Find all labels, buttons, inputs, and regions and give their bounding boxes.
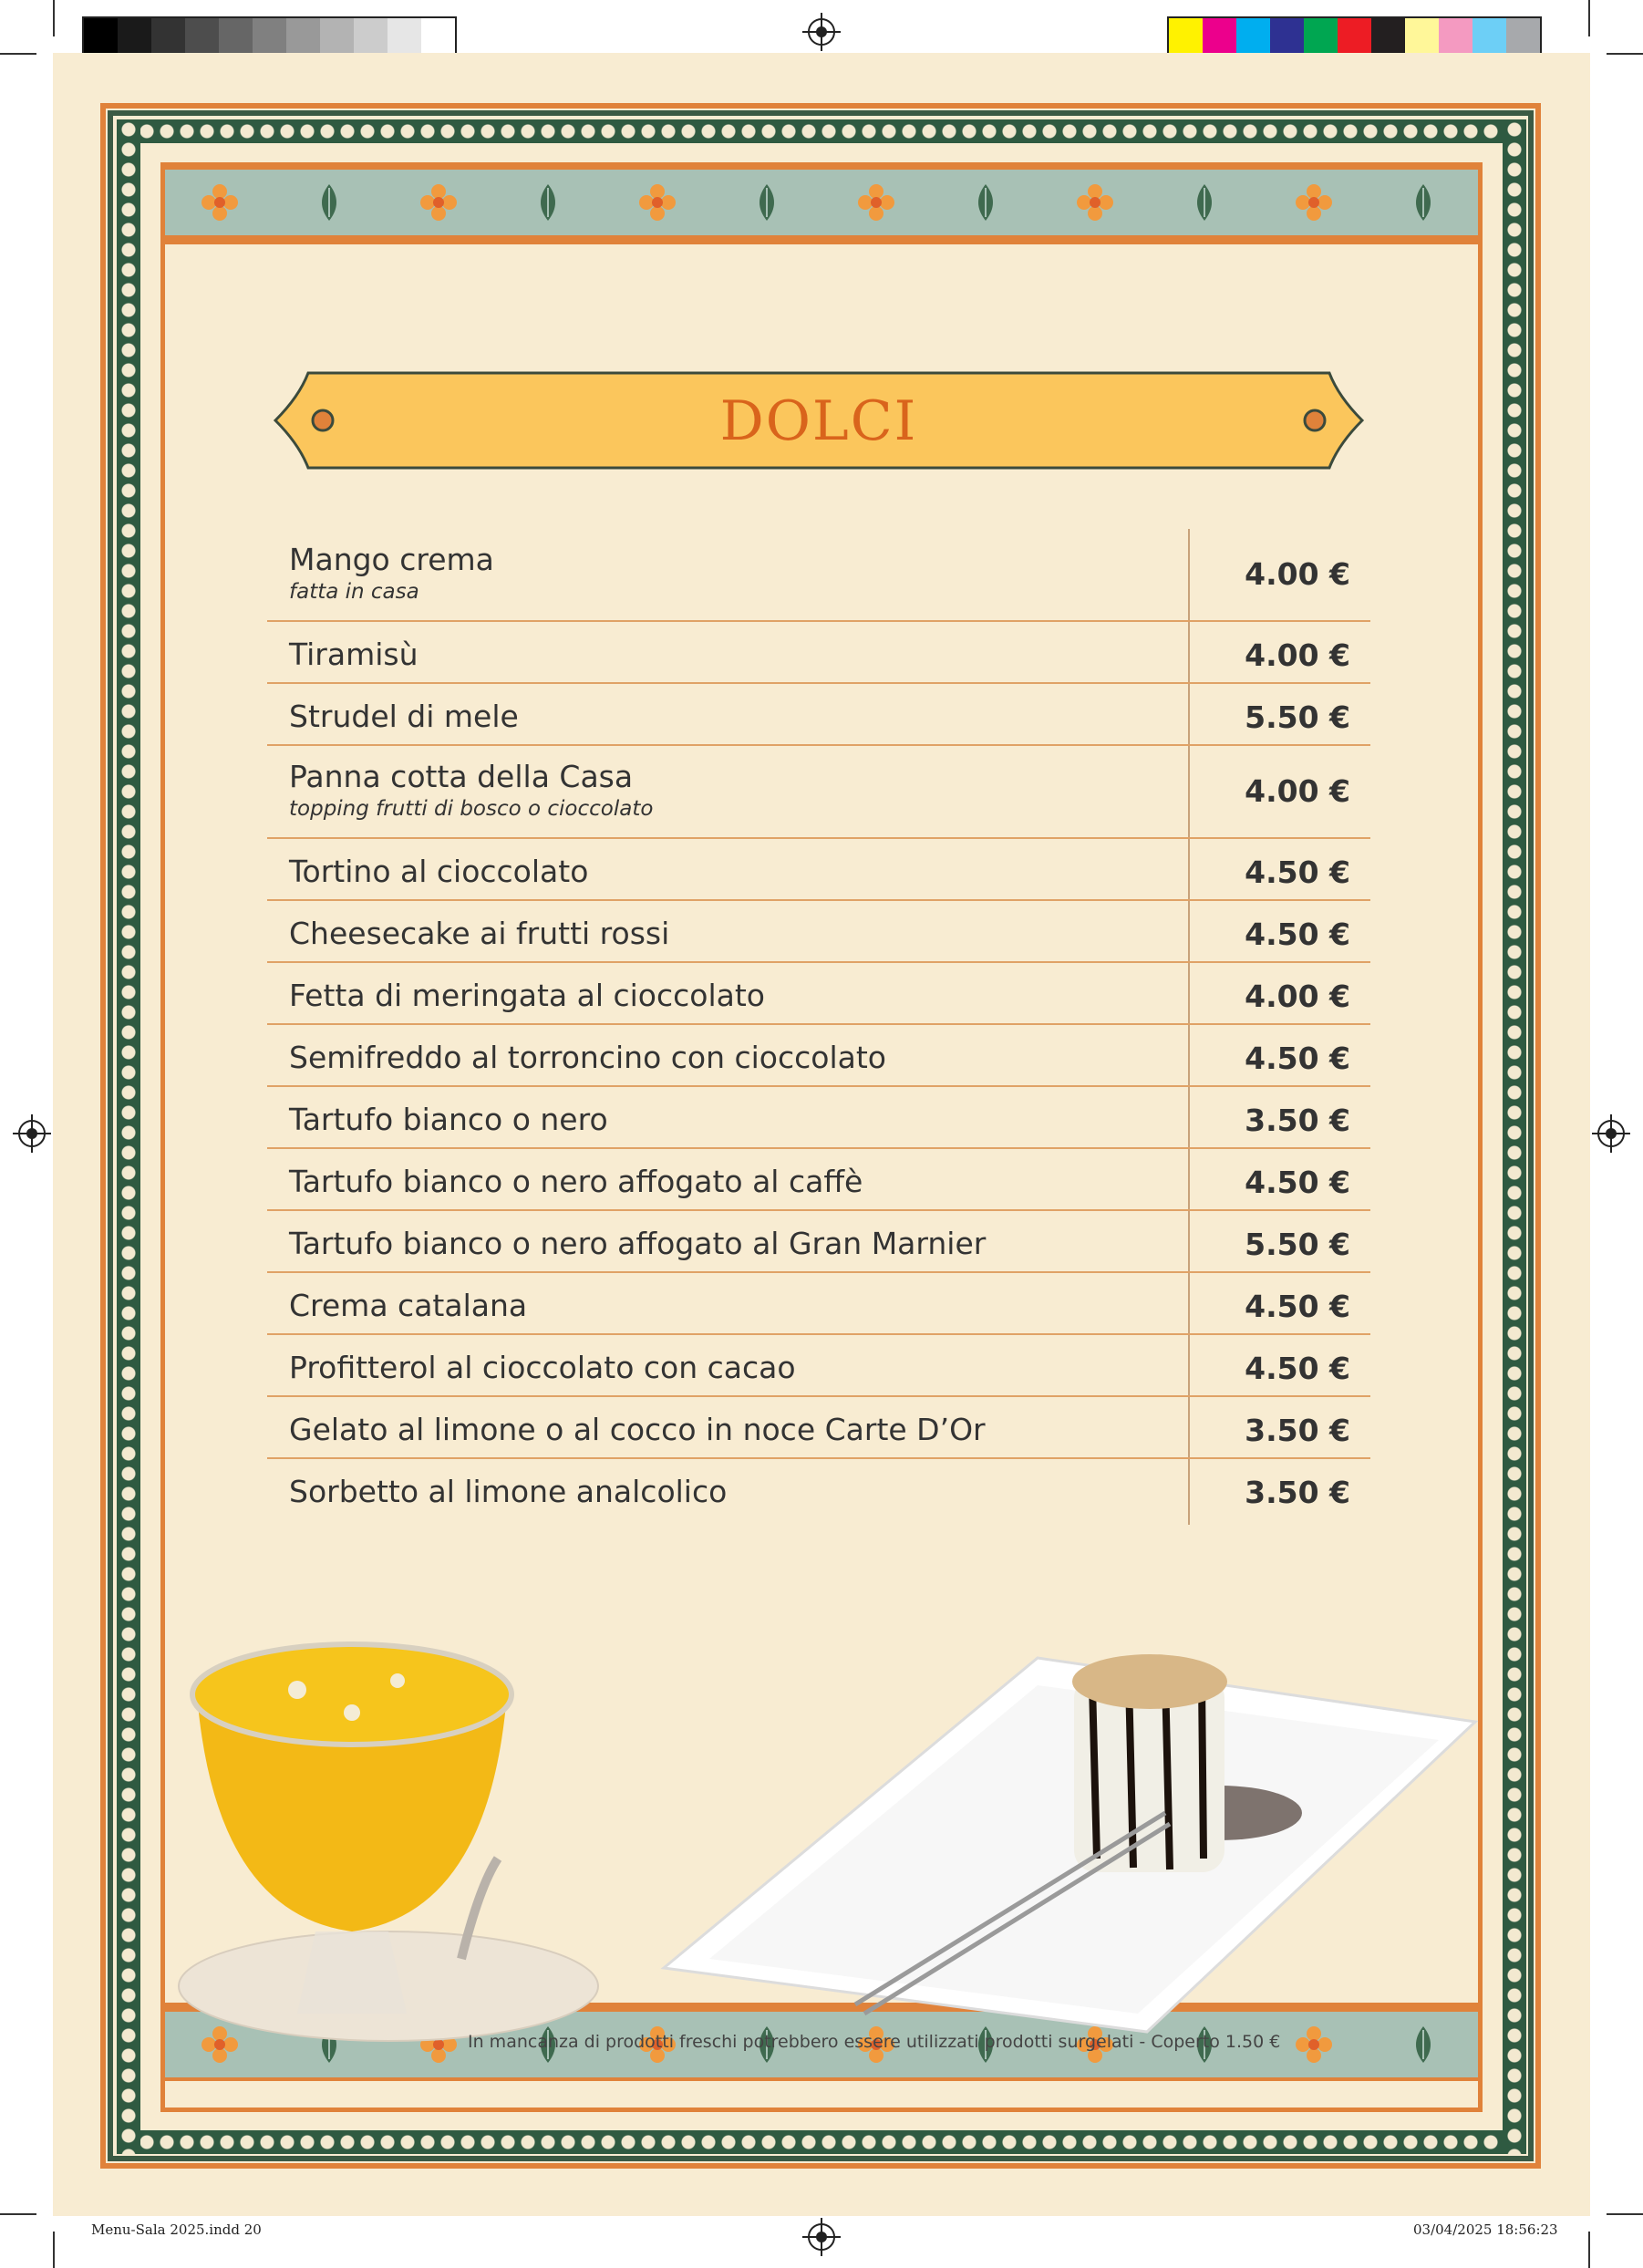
menu-item — [267, 622, 1370, 684]
menu-item-name: Sorbetto al limone analcolico — [289, 1474, 728, 1509]
leaf-icon — [739, 181, 794, 224]
crop-mark — [1588, 2232, 1590, 2268]
color-swatch — [1169, 18, 1203, 53]
menu-item-price: 4.50 € — [1245, 917, 1350, 952]
menu-item — [267, 1335, 1370, 1397]
leaf-icon — [302, 181, 356, 224]
leaf-icon — [521, 181, 575, 224]
color-swatch — [286, 18, 320, 53]
color-swatch — [320, 18, 354, 53]
menu-item-name: Tartufo bianco o nero affogato al caffè — [289, 1164, 863, 1199]
leaf-icon — [958, 181, 1013, 224]
flower-icon — [411, 181, 466, 224]
menu-item-name: Crema catalana — [289, 1288, 528, 1323]
menu-item — [267, 529, 1370, 622]
gray-color-bar — [82, 16, 457, 55]
menu-item-name: Strudel di mele — [289, 699, 519, 734]
menu-item-name: Cheesecake ai frutti rossi — [289, 916, 670, 951]
color-swatch — [354, 18, 388, 53]
menu-item-price: 4.50 € — [1245, 1041, 1350, 1076]
menu-item-price: 4.50 € — [1245, 854, 1350, 890]
menu-item-name: Profitterol al cioccolato con cacao — [289, 1350, 796, 1385]
process-color-bar — [1167, 16, 1542, 55]
menu-item-price: 4.50 € — [1245, 1165, 1350, 1200]
menu-item — [267, 839, 1370, 901]
floral-band-top — [165, 166, 1478, 244]
menu-item-name: Gelato al limone o al cocco in noce Carte D’Or — [289, 1412, 986, 1447]
menu-item-name: Tartufo bianco o nero — [289, 1102, 608, 1137]
menu-item-price: 3.50 € — [1245, 1413, 1350, 1448]
menu-item — [267, 684, 1370, 746]
color-swatch — [1304, 18, 1338, 53]
menu-item — [267, 1273, 1370, 1335]
color-swatch — [151, 18, 185, 53]
registration-mark-top — [808, 18, 835, 46]
menu-item-price: 4.00 € — [1245, 556, 1350, 592]
flower-icon — [849, 181, 904, 224]
menu-item-price: 5.50 € — [1245, 699, 1350, 735]
color-swatch — [1338, 18, 1371, 53]
menu-item — [267, 1087, 1370, 1149]
registration-mark-right — [1597, 1120, 1625, 1147]
color-swatch — [1371, 18, 1405, 53]
dessert-menu-list — [267, 529, 1370, 1521]
color-swatch — [1203, 18, 1236, 53]
title-banner — [272, 369, 1366, 471]
crop-mark — [53, 0, 55, 36]
menu-item — [267, 1459, 1370, 1521]
registration-mark-left — [18, 1120, 46, 1147]
menu-item-name: Tortino al cioccolato — [289, 854, 589, 889]
color-swatch — [1472, 18, 1506, 53]
color-swatch — [253, 18, 286, 53]
menu-item — [267, 901, 1370, 963]
leaf-icon — [1396, 181, 1451, 224]
menu-item-price: 4.50 € — [1245, 1351, 1350, 1386]
color-swatch — [421, 18, 455, 53]
menu-item-name: Mango crema — [289, 542, 494, 577]
menu-item-name: Tartufo bianco o nero affogato al Gran Marnier — [289, 1226, 987, 1261]
crop-mark — [1607, 2213, 1643, 2215]
menu-page — [53, 53, 1590, 2216]
print-file-label: Menu-Sala 2025.indd 20 — [91, 2221, 262, 2238]
menu-item-name: Fetta di meringata al cioccolato — [289, 978, 765, 1013]
menu-item-price: 4.00 € — [1245, 979, 1350, 1014]
leaf-icon — [1177, 181, 1232, 224]
color-swatch — [1405, 18, 1439, 53]
flower-icon — [1286, 181, 1341, 224]
semifreddo-photo — [655, 1585, 1512, 2059]
menu-item — [267, 1149, 1370, 1211]
dotted-border-top — [117, 119, 1526, 143]
menu-item-description: fatta in casa — [289, 580, 419, 604]
color-swatch — [219, 18, 253, 53]
menu-item-price: 4.00 € — [1245, 637, 1350, 673]
color-swatch — [1270, 18, 1304, 53]
crop-mark — [1607, 53, 1643, 55]
menu-item — [267, 1211, 1370, 1273]
menu-item-name: Tiramisù — [289, 637, 418, 672]
color-swatch — [1236, 18, 1270, 53]
mango-cream-photo — [160, 1585, 671, 2059]
menu-item — [267, 1397, 1370, 1459]
crop-mark — [0, 53, 36, 55]
crop-mark — [53, 2232, 55, 2268]
color-swatch — [388, 18, 421, 53]
menu-item-price: 3.50 € — [1245, 1475, 1350, 1510]
menu-item — [267, 963, 1370, 1025]
crop-mark — [1588, 0, 1590, 36]
dotted-border-left — [117, 119, 140, 2154]
menu-item-name: Panna cotta della Casa — [289, 759, 634, 794]
menu-item-price: 5.50 € — [1245, 1227, 1350, 1262]
crop-mark — [0, 2213, 36, 2215]
menu-item-description: topping frutti di bosco o cioccolato — [289, 797, 654, 821]
menu-item-price: 4.50 € — [1245, 1289, 1350, 1324]
color-swatch — [1506, 18, 1540, 53]
flower-icon — [630, 181, 685, 224]
color-swatch — [185, 18, 219, 53]
menu-item-price: 4.00 € — [1245, 773, 1350, 809]
menu-item — [267, 746, 1370, 839]
menu-item-price: 3.50 € — [1245, 1103, 1350, 1138]
flower-icon — [192, 181, 247, 224]
menu-item — [267, 1025, 1370, 1087]
color-swatch — [1439, 18, 1472, 53]
print-datetime: 03/04/2025 18:56:23 — [1413, 2221, 1558, 2238]
registration-mark-bottom — [808, 2223, 835, 2251]
menu-item-name: Semifreddo al torroncino con cioccolato — [289, 1040, 886, 1075]
page-title: DOLCI — [719, 389, 918, 453]
surcharge-note: In mancanza di prodotti freschi potrebbero essere utilizzati prodotti surgelati - Coperto 1.50 € — [468, 2032, 1281, 2052]
flower-icon — [1068, 181, 1122, 224]
dotted-border-bottom — [117, 2130, 1526, 2154]
color-swatch — [84, 18, 118, 53]
color-swatch — [118, 18, 151, 53]
